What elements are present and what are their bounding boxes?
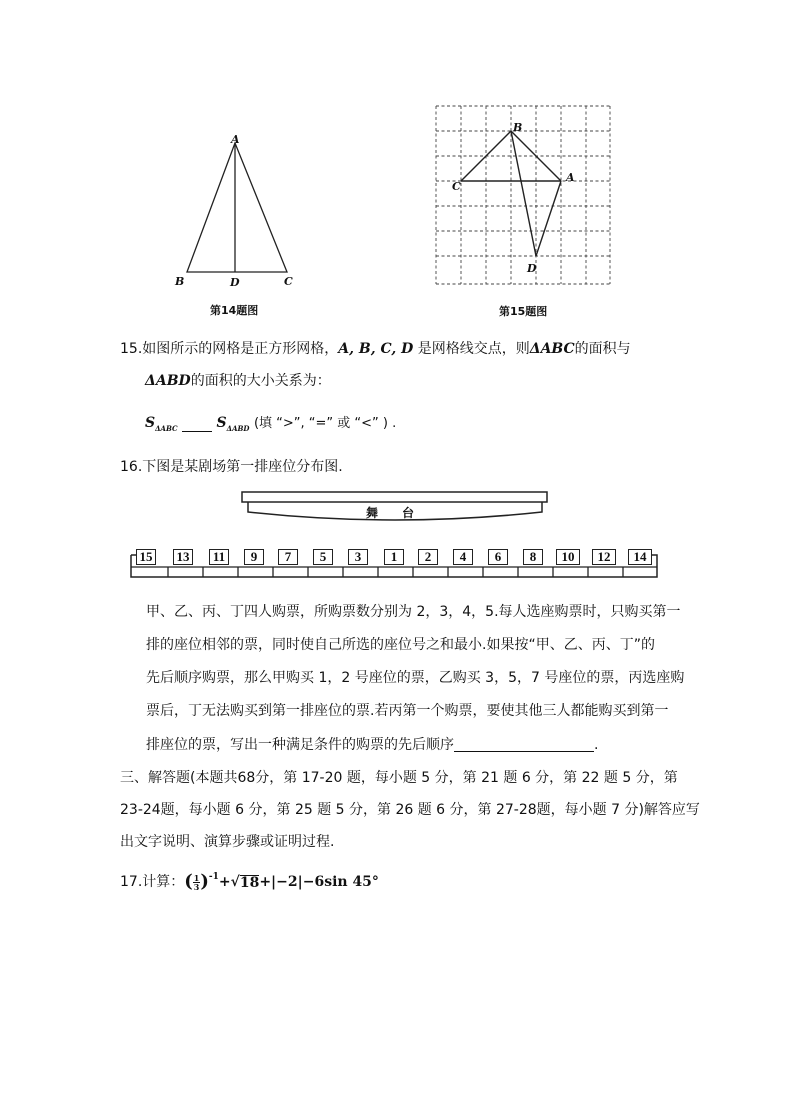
fig14-label-c: C — [284, 275, 293, 288]
q15-triangle-abd: ΔABD — [145, 373, 191, 389]
seat-9: 9 — [244, 549, 264, 565]
q16-intro: 下图是某剧场第一排座位分布图. — [142, 459, 343, 475]
q15-points: A, B, C, D — [338, 341, 414, 357]
q15-number: 15. — [120, 341, 143, 357]
seat-7: 7 — [278, 549, 298, 565]
q17-frac-num: 1 — [193, 872, 200, 883]
stage-label: 舞 台 — [366, 506, 415, 520]
q15-text-a: 如图所示的网格是正方形网格， — [142, 341, 339, 357]
q16-para-line-5 — [146, 737, 598, 752]
seat-12: 12 — [592, 549, 616, 565]
seat-15: 15 — [136, 549, 156, 565]
q17-plus-1: + — [218, 874, 231, 890]
fig15-label-d: D — [527, 262, 537, 275]
fig14-label-b: B — [175, 275, 185, 288]
q17-rest: +|−2|−6sin 45° — [259, 874, 379, 890]
q15-s-abd: S — [216, 415, 227, 431]
fig14-label-a: A — [231, 133, 240, 146]
section3-line-1: 三、解答题(本题共68分，第 17-20 题，每小题 5 分，第 21 题 6 分，第 22 题 5 分，第 — [120, 770, 678, 786]
figure-14-triangle — [170, 130, 305, 290]
seat-10: 10 — [556, 549, 580, 565]
q16-para-line-3: 先后顺序购票，那么甲购买 1，2 号座位的票，乙购买 3，5，7 号座位的票，丙选座购 — [146, 670, 685, 686]
q17-line — [120, 873, 379, 891]
seat-4: 4 — [453, 549, 473, 565]
q16-para-line-2: 排的座位相邻的票，同时使自己所选的座位号之和最小.如果按“甲、乙、丙、丁”的 — [146, 637, 655, 653]
seat-13: 13 — [173, 549, 193, 565]
q16-number: 16. — [120, 459, 143, 475]
q16-intro-line — [120, 460, 343, 474]
seat-14: 14 — [628, 549, 652, 565]
section3-line-2: 23-24题，每小题 6 分，第 25 题 5 分，第 26 题 6 分，第 27-28题，每小题 7 分)解答应写 — [120, 802, 700, 818]
q15-line3 — [145, 416, 396, 432]
fig15-caption: 第15题图 — [499, 305, 548, 318]
fig15-label-c: C — [452, 180, 461, 193]
q15-s-abc: S — [145, 415, 156, 431]
q17-frac-den: 3 — [193, 881, 200, 892]
fig14-label-d: D — [230, 276, 240, 289]
seat-11: 11 — [209, 549, 229, 565]
fig14-caption: 第14题图 — [210, 304, 259, 317]
q16-para-line-1: 甲、乙、丙、丁四人购票，所购票数分别为 2，3，4，5.每人选座购票时，只购买第一 — [146, 604, 681, 620]
seat-1: 1 — [384, 549, 404, 565]
q15-text-b: 是网格线交点，则 — [417, 341, 530, 357]
q15-line1 — [120, 342, 631, 356]
q16-end-mark: . — [594, 737, 599, 753]
q15-s-abd-sub: ΔABD — [226, 423, 250, 433]
q17-sqrt-arg: 18 — [239, 874, 260, 891]
q17-label: 17.计算： — [120, 874, 185, 890]
q17-expression: ( $\frac{1}{3}$ ) $^{-1}$ + √ 18 +|−2|−6sin 45° — [184, 871, 379, 892]
seat-2: 2 — [418, 549, 438, 565]
q15-fill-hint: (填 “>”, “=” 或 “<” ) . — [253, 416, 397, 431]
section3-line-3: 出文字说明、演算步骤或证明过程. — [120, 834, 335, 850]
fig15-label-a: A — [566, 171, 575, 184]
q16-para-line-4: 票后，丁无法购买到第一排座位的票.若丙第一个购票，要使其他三人都能购买到第一 — [146, 703, 669, 719]
seat-8: 8 — [523, 549, 543, 565]
seat-5: 5 — [313, 549, 333, 565]
q15-text-c: 的面积与 — [574, 341, 631, 357]
seat-3: 3 — [348, 549, 368, 565]
q15-text-d: 的面积的大小关系为： — [190, 373, 331, 389]
fig15-label-b: B — [513, 121, 523, 134]
figure-15-grid — [432, 103, 614, 289]
q17-exponent: -1 — [208, 872, 219, 882]
q17-sqrt-symbol: √ — [230, 874, 240, 890]
seat-6: 6 — [488, 549, 508, 565]
q15-s-abc-sub: ΔABC — [155, 423, 178, 433]
q15-triangle-abc: ΔABC — [529, 341, 575, 357]
q15-answer-blank[interactable] — [182, 417, 212, 432]
q16-answer-blank[interactable] — [454, 737, 594, 752]
q15-line2 — [145, 374, 331, 388]
q16-para-line-5-text: 排座位的票，写出一种满足条件的购票的先后顺序 — [146, 737, 454, 753]
